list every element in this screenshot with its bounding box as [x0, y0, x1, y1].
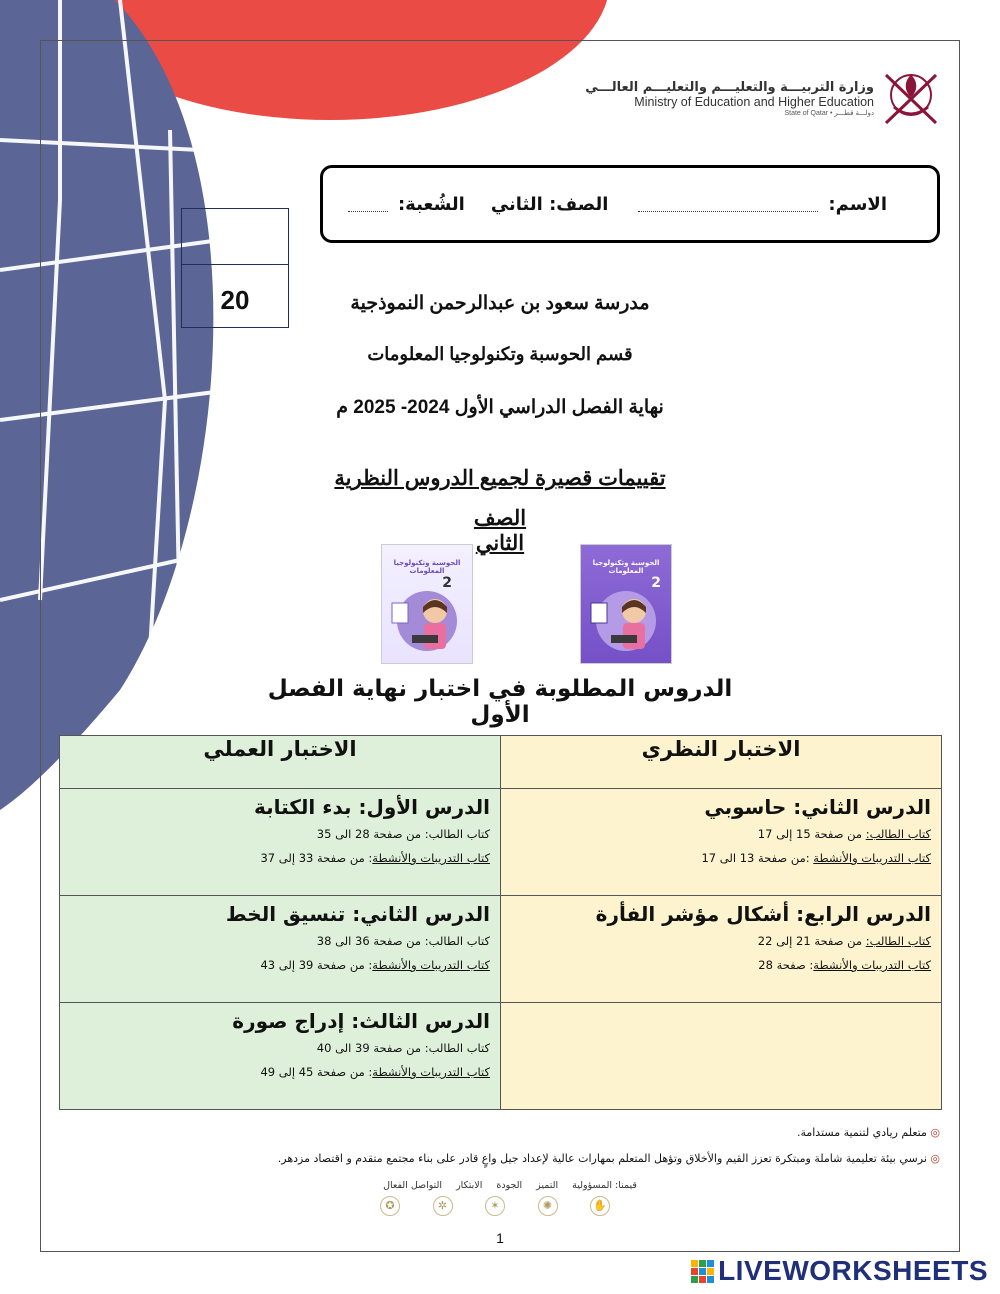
quality-icon: ✶ — [485, 1196, 505, 1216]
workbook-pages: كتاب التدريبات والأنشطة: من صفحة 33 إلى 37 — [260, 851, 490, 865]
grade-label: الصف: الثاني — [490, 193, 609, 215]
responsibility-icon: ✋ — [590, 1196, 610, 1216]
vision-text: متعلم ريادي لتنمية مستدامة. — [796, 1126, 927, 1139]
theory-cell — [501, 789, 942, 896]
lesson-title: الدرس الأول: بدء الكتابة — [253, 795, 490, 819]
table-row — [60, 896, 942, 1003]
student-book-pages: كتاب الطالب: من صفحة 21 إلى 22 — [757, 934, 931, 948]
score-box — [181, 208, 289, 328]
main-title: تقييمات قصيرة لجميع الدروس النظرية — [334, 467, 666, 490]
theory-header: الاختبار النظري — [501, 736, 942, 789]
ministry-logo — [585, 66, 940, 130]
lesson-title: الدرس الثاني: تنسيق الخط — [225, 902, 490, 926]
table-row — [60, 789, 942, 896]
term-name: نهاية الفصل الدراسي الأول 2024- 2025 م — [336, 397, 664, 418]
student-book-pages: كتاب الطالب: من صفحة 28 الى 35 — [316, 827, 490, 841]
ministry-name-ar: وزارة التربيـــة والتعليـــم والتعليـــم العالـــي — [585, 79, 874, 95]
book-number: 2 — [651, 575, 661, 591]
liveworksheets-grid-icon — [691, 1260, 714, 1283]
section-field[interactable] — [348, 197, 388, 212]
value-label: الابتكار — [456, 1180, 483, 1191]
name-field[interactable] — [638, 197, 818, 212]
name-label: الاسم: — [828, 193, 887, 215]
section-label: الشُعبة: — [397, 193, 465, 215]
practical-cell — [60, 789, 501, 896]
theory-cell — [501, 896, 942, 1003]
table-row — [60, 1003, 942, 1110]
workbook-pages: كتاب التدريبات والأنشطة :من صفحة 13 الى 17 — [701, 851, 931, 865]
ministry-name-en: Ministry of Education and Higher Education — [634, 94, 874, 109]
innovation-icon: ✲ — [433, 1196, 453, 1216]
student-book-pages: كتاب الطالب: من صفحة 15 إلى 17 — [757, 827, 931, 841]
value-label: التواصل الفعال — [383, 1180, 443, 1191]
practical-cell — [60, 896, 501, 1003]
values-row — [360, 1180, 660, 1191]
table-header-row — [60, 736, 942, 789]
excellence-icon: ✺ — [538, 1196, 558, 1216]
workbook-pages: كتاب التدريبات والأنشطة: من صفحة 39 إلى 43 — [260, 958, 490, 972]
score-divider — [182, 264, 288, 265]
target-icon: ◎ — [930, 1126, 940, 1139]
lesson-title: الدرس الرابع: أشكال مؤشر الفأرة — [595, 902, 931, 926]
workbook-pages: كتاب التدريبات والأنشطة: صفحة 28 — [758, 958, 931, 972]
liveworksheets-brand: LIVEWORKSHEETS — [718, 1255, 988, 1286]
lesson-title: الدرس الثاني: حاسوبي — [704, 795, 931, 819]
lessons-table — [59, 735, 942, 1110]
mission-text: نرسي بيئة تعليمية شاملة ومبتكرة تعزز القيم والأخلاق وتؤهل المتعلم بمهارات عالية لإعداد جيل واعٍ قادر على بناء مجتمع متقدم و اقتصاد مزدهر. — [277, 1152, 927, 1165]
value-label: الجودة — [496, 1180, 523, 1191]
book-cover-right — [580, 544, 672, 664]
practical-cell — [60, 1003, 501, 1110]
student-book-pages: كتاب الطالب: من صفحة 36 الى 38 — [316, 934, 490, 948]
grade-title: الصف الثاني — [473, 507, 527, 555]
book-title: الحوسبة وتكنولوجيا المعلومات — [393, 559, 461, 575]
lessons-title: الدروس المطلوبة في اختبار نهاية الفصل الأول — [267, 676, 733, 728]
department-name: قسم الحوسبة وتكنولوجيا المعلومات — [367, 344, 633, 364]
workbook-pages: كتاب التدريبات والأنشطة: من صفحة 45 إلى 49 — [260, 1065, 490, 1079]
score-max: 20 — [220, 285, 250, 315]
lesson-title: الدرس الثالث: إدراج صورة — [232, 1009, 490, 1033]
book-number: 2 — [442, 575, 452, 591]
ministry-state: State of Qatar • دولـــة قطـــر — [784, 109, 874, 117]
mission-line — [220, 1152, 940, 1165]
value-label: التميز — [536, 1180, 559, 1191]
student-book-pages: كتاب الطالب: من صفحة 39 الى 40 — [316, 1041, 490, 1055]
school-name: مدرسة سعود بن عبدالرحمن النموذجية — [350, 293, 650, 314]
practical-header: الاختبار العملي — [60, 736, 501, 789]
target-icon: ◎ — [930, 1152, 940, 1165]
theory-cell-empty — [501, 1003, 942, 1110]
girl-reading-illustration — [581, 583, 671, 663]
book-cover-left — [381, 544, 473, 664]
liveworksheets-logo — [691, 1255, 988, 1287]
qatar-emblem-icon — [882, 67, 940, 129]
value-icons-row — [380, 1196, 610, 1216]
page-number: 1 — [496, 1230, 504, 1246]
girl-reading-illustration — [382, 583, 472, 663]
student-info-box — [320, 165, 940, 243]
value-label: قيمنا: المسؤولية — [572, 1180, 637, 1191]
communication-icon: ✪ — [380, 1196, 400, 1216]
vision-line — [220, 1126, 940, 1139]
book-title: الحوسبة وتكنولوجيا المعلومات — [592, 559, 660, 575]
